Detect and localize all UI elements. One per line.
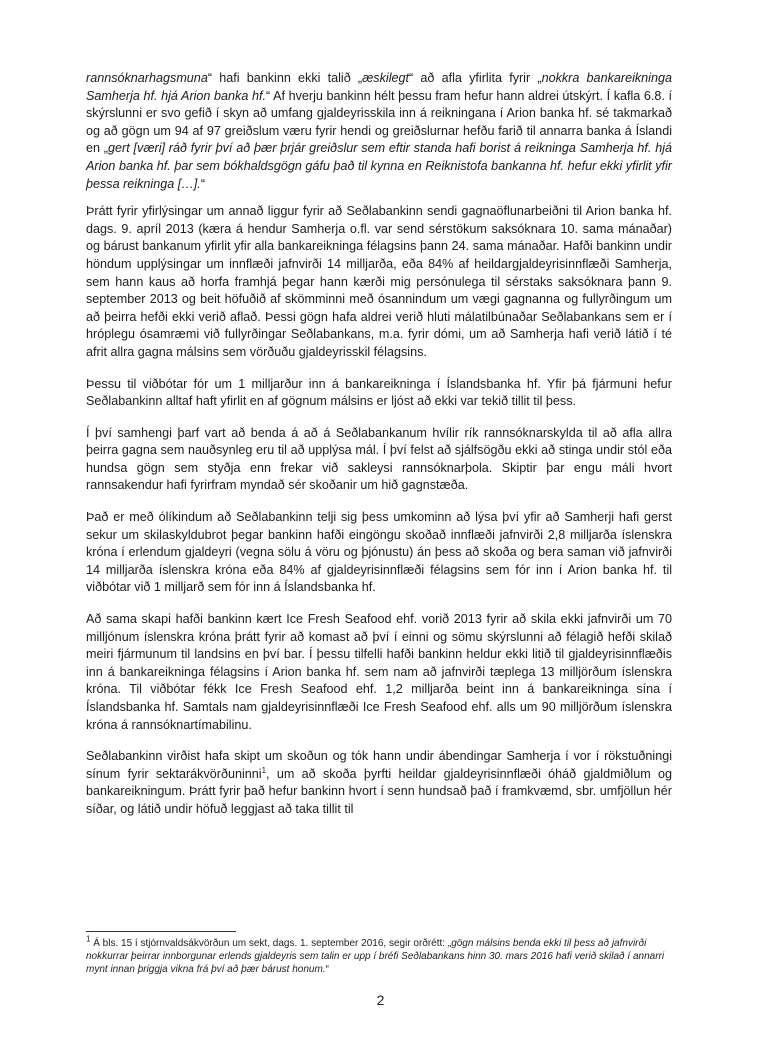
footnote (86, 934, 672, 977)
text-run: “ (325, 964, 329, 976)
text-run: Á bls. 15 í stjórnvaldsákvörðun um sekt, dags. 1. september 2016, segir orðrétt: „ (90, 938, 452, 949)
footnote-marker: 1 (261, 765, 267, 775)
paragraph-4 (86, 425, 672, 495)
text-run: Það er með ólíkindum að Seðlabankinn telji sig þess umkominn að lýsa því yfir að Samherji hafi gerst sekur um skilaskyldubrot þegar bankinn hafði eingöngu skoðað innflæði jafnvirði 2,8 milljarða íslenskra króna í erlendum gjaldeyri (vegna sölu á vöru og þjónustu) án þess að skoða og bera saman við jafnvirði 14 milljarða íslenskra króna eða 84% af gjaldeyrisinnflæði félagsins sem fór inn í Arion banka hf. til viðbótar við 1 milljarð sem fór inn á Íslandsbanka hf. (86, 510, 672, 595)
paragraph-3 (86, 376, 672, 411)
paragraph-1 (86, 70, 672, 193)
text-run: Þessu til viðbótar fór um 1 milljarður inn á bankareikninga í Íslandsbanka hf. Yfir þá fjármuni hefur Seðlabankinn alltaf haft yfirlit en af gögnum málsins er ljóst að ekki var tekið tillit til þess. (86, 376, 672, 409)
text-run: “ að afla yfirlita fyrir „ (409, 71, 542, 85)
text-run: Að sama skapi hafði bankinn kært Ice Fresh Seafood ehf. vorið 2013 fyrir að skila ekki jafnvirði um 70 milljónum íslenskra króna þrátt fyrir að komast að því í einni og sömu skýrslunni að félagið hefði skilað meiri fjármunum til landsins en því bar. Í þessu tilfelli hafði bankinn heldur ekki litið til gjaldeyrisinnflæðis inn á bankareikninga félagsins í Arion banka hf. sem nam að jafnvirði tæplega 13 milljörðum íslenskra króna. Til viðbótar fékk Ice Fresh Seafood ehf. 1,2 milljarða beint inn á bankareikninga sína í Íslandsbanka hf. Samtals nam gjaldeyrisinnflæði Ice Fresh Seafood ehf. alls um 90 milljörðum íslenskra króna á rannsóknartímabilinu. (86, 612, 672, 732)
text-run: Þrátt fyrir yfirlýsingar um annað liggur fyrir að Seðlabankinn sendi gagnaöflunarbeiðni til Arion banka hf. dags. 9. apríl 2013 (kæra á hendur Samherja o.fl. var send sérstökum saksóknara 10. sama mánaðar) og bárust bankanum yfirlit yfir alla bankareikninga félagsins þann 24. sama mánaðar. Hafði bankinn undir höndum upplýsingar um innflæði jafnvirði 14 milljarða, eða 84% af heildargjaldeyrisinnflæði Samherja, sem hann kaus að horfa framhjá þegar hann kærði mig persónulega til sérstaks saksóknara þann 9. september 2013 og beit höfuðið af skömminni með ósannindum um vægi gagnanna og fullyrðingum um að þeirra hefði ekki verið aflað. Þessi gögn hafa aldrei verið hluti málatilbúnaðar Seðlabankans sem er í hróplegu ósamræmi við fullyrðingar Seðlabankans, m.a. fyrir dómi, um að Samherja hafi verið látið í té afrit allra gagna málsins sem vörðuðu gjaldeyrisskil félagsins. (86, 204, 672, 359)
paragraph-5 (86, 509, 672, 597)
text-run: “ (200, 176, 206, 191)
italic-quote: rannsóknarhagsmuna (86, 71, 208, 85)
text-run: “ hafi bankinn ekki talið „ (207, 71, 363, 85)
paragraph-2 (86, 203, 672, 361)
italic-quote: æskilegt (362, 71, 410, 85)
footnote-separator (86, 931, 236, 932)
footnote-marker: 1 (86, 934, 91, 944)
text-run: Í því samhengi þarf vart að benda á að á Seðlabankanum hvílir rík rannsóknarskylda til að afla allra þeirra gagna sem nauðsynleg eru til að upplýsa mál. Í því felst að sjálfsögðu ekki að stinga undir stól eða hundsa gögn sem styðja enn frekar við sakleysi rannsóknarþola. Skiptir þar engu máli hvort rannsakendur hafi fyrirfram myndað sér skoðanir um hið gagnstæða. (86, 425, 672, 493)
page-number: 2 (376, 992, 385, 1008)
italic-quote: gert [væri] ráð fyrir því að þær þrjár greiðslur sem eftir standa hafi borist á reikninga Samherja hf. hjá Arion banka hf. þar sem bókhaldsgögn gáfu það til kynna en Reiknistofa bankanna hf. hefur ekki yfirlit yfir þessa reikninga […]. (86, 141, 673, 191)
paragraph-6 (86, 611, 672, 734)
body-text (86, 70, 672, 819)
italic-quote: gögn málsins benda ekki til þess að jafnvirði nokkurrar þeirrar innborgunar erlends gjaldeyris sem talin er upp í bréfi Seðlabankans hinn 30. mars 2016 hafi verið skilað í annarri mynt innan þriggja vikna frá því að þær bárust honum. (86, 938, 665, 976)
italic-quote: nokkra bankareikninga Samherja hf. hjá Arion banka hf. (86, 71, 672, 103)
paragraph-7 (86, 748, 672, 818)
text-run: Seðlabankinn virðist hafa skipt um skoðun og tók hann undir ábendingar Samherja í vor í rökstuðningi sínum fyrir sektarákvörðuninni (86, 749, 672, 781)
text-run: , um að skoða þyrfti heildar gjaldeyrisinnflæði óháð gjaldmiðlum og bankareikningum. Þrátt fyrir það hefur bankinn hvort í senn hundsað það í framkvæmd, sbr. umfjöllun hér síðar, og látið undir höfuð leggjast að taka tillit til (86, 766, 672, 816)
text-run: “ Af hverju bankinn hélt þessu fram hefur hann aldrei útskýrt. Í kafla 6.8. í skýrslunni er svo gefið í skyn að umfang gjaldeyrisskila inn á reikningana í Arion banka hf. sé takmarkað og að gögn um 94 af 97 greiðslum væru fyrir hendi og greiðslurnar hefðu farið til annarra banka á Íslandi en „ (86, 88, 672, 156)
